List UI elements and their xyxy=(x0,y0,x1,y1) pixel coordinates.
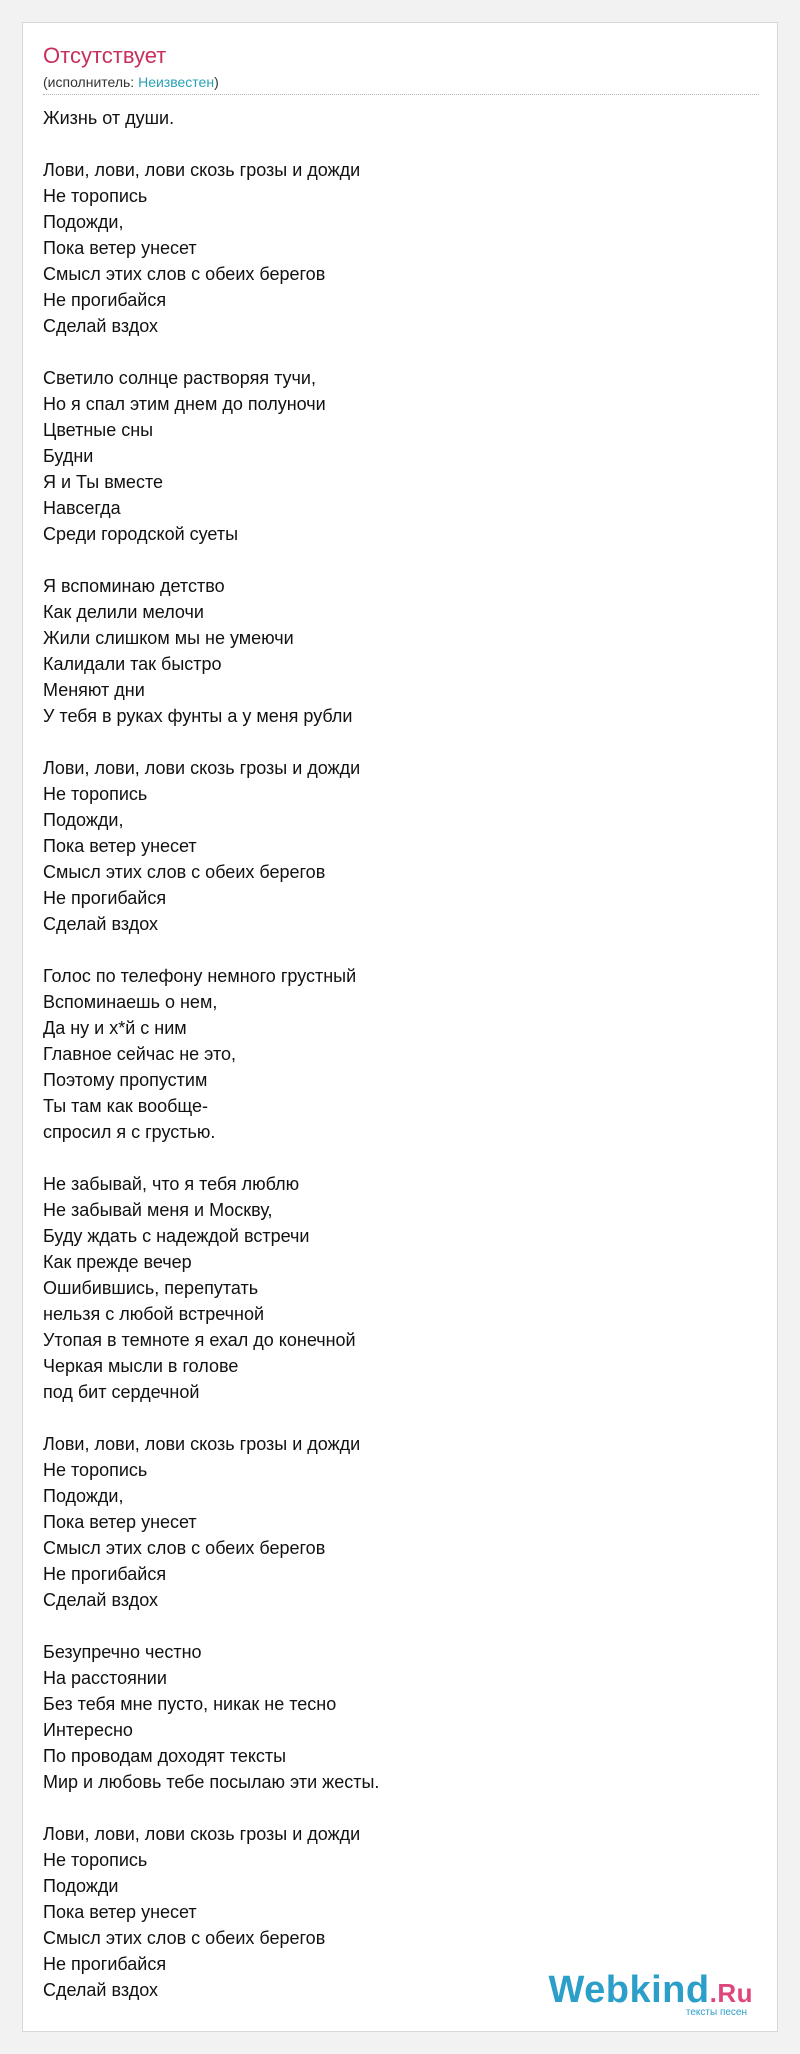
lyric-line: Пока ветер унесет xyxy=(43,1512,197,1532)
artist-prefix: (исполнитель: xyxy=(43,74,139,90)
lyric-line: Подожди, xyxy=(43,810,124,830)
lyric-line: Не торопись xyxy=(43,1850,148,1870)
lyric-line: Лови, лови, лови скозь грозы и дожди xyxy=(43,1434,361,1454)
lyric-line: Не торопись xyxy=(43,186,148,206)
lyric-line: Пока ветер унесет xyxy=(43,238,197,258)
lyric-line: По проводам доходят тексты xyxy=(43,1746,287,1766)
lyric-line: Голос по телефону немного грустный xyxy=(43,966,357,986)
lyric-line: Я и Ты вместе xyxy=(43,472,163,492)
stanza-break xyxy=(43,131,759,157)
stanza-break xyxy=(43,547,759,573)
song-title: Отсутствует xyxy=(43,43,167,68)
lyric-line: Вспоминаешь о нем, xyxy=(43,992,218,1012)
lyric-line: спросил я с грустью. xyxy=(43,1122,216,1142)
lyric-line: Жизнь от души. xyxy=(43,108,175,128)
lyric-line: Поэтому пропустим xyxy=(43,1070,208,1090)
lyric-line: Ты там как вообще- xyxy=(43,1096,209,1116)
stanza-break xyxy=(43,937,759,963)
stanza-break xyxy=(43,1405,759,1431)
lyric-line: Не прогибайся xyxy=(43,1564,167,1584)
lyric-line: Не прогибайся xyxy=(43,888,167,908)
lyric-line: Я вспоминаю детство xyxy=(43,576,225,596)
lyric-line: Среди городской суеты xyxy=(43,524,239,544)
lyric-line: Смысл этих слов с обеих берегов xyxy=(43,862,326,882)
lyric-line: Мир и любовь тебе посылаю эти жесты. xyxy=(43,1772,380,1792)
lyric-line: Не прогибайся xyxy=(43,290,167,310)
lyrics-card xyxy=(22,22,778,2032)
stanza-break xyxy=(43,729,759,755)
lyric-line: Буду ждать с надеждой встречи xyxy=(43,1226,310,1246)
logo-ru: .Ru xyxy=(709,1978,753,2008)
lyric-line: Ошибившись, перепутать xyxy=(43,1278,259,1298)
stanza-break xyxy=(43,339,759,365)
lyric-line: Сделай вздох xyxy=(43,1590,159,1610)
artist-link[interactable]: Неизвестен xyxy=(138,74,215,90)
lyric-line: Да ну и х*й с ним xyxy=(43,1018,187,1038)
lyric-line: Цветные сны xyxy=(43,420,154,440)
lyric-line: Меняют дни xyxy=(43,680,145,700)
lyric-line: Черкая мысли в голове xyxy=(43,1356,239,1376)
lyric-line: Не торопись xyxy=(43,1460,148,1480)
lyric-line: Но я спал этим днем до полуночи xyxy=(43,394,326,414)
artist-suffix: ) xyxy=(214,74,219,90)
lyric-line: Лови, лови, лови скозь грозы и дожди xyxy=(43,1824,361,1844)
lyric-line: Будни xyxy=(43,446,94,466)
lyric-line: Навсегда xyxy=(43,498,121,518)
lyric-line: Не торопись xyxy=(43,784,148,804)
header-divider xyxy=(43,94,759,95)
lyric-line: Жили слишком мы не умеючи xyxy=(43,628,294,648)
webkind-logo[interactable] xyxy=(548,1969,753,2019)
logo-kind: kind xyxy=(629,1969,710,2011)
lyric-line: Не прогибайся xyxy=(43,1954,167,1974)
lyric-line: На расстоянии xyxy=(43,1668,167,1688)
lyric-line: Как делили мелочи xyxy=(43,602,204,622)
lyric-line: Пока ветер унесет xyxy=(43,836,197,856)
lyric-line: Светило солнце растворяя тучи, xyxy=(43,368,316,388)
lyric-line: Смысл этих слов с обеих берегов xyxy=(43,1928,326,1948)
lyric-line: Безупречно честно xyxy=(43,1642,202,1662)
lyric-line: У тебя в руках фунты а у меня рубли xyxy=(43,706,353,726)
lyric-line: Не забывай, что я тебя люблю xyxy=(43,1174,300,1194)
artist-line xyxy=(43,73,219,91)
stanza-break xyxy=(43,1795,759,1821)
lyric-line: Как прежде вечер xyxy=(43,1252,192,1272)
lyric-line: Лови, лови, лови скозь грозы и дожди xyxy=(43,758,361,778)
logo-web: Web xyxy=(548,1969,630,2011)
lyric-line: Интересно xyxy=(43,1720,133,1740)
lyric-line: Пока ветер унесет xyxy=(43,1902,197,1922)
lyric-line: Утопая в темноте я ехал до конечной xyxy=(43,1330,356,1350)
lyric-line: Смысл этих слов с обеих берегов xyxy=(43,1538,326,1558)
lyric-line: Подожди, xyxy=(43,212,124,232)
lyric-line: под бит сердечной xyxy=(43,1382,200,1402)
lyric-line: Смысл этих слов с обеих берегов xyxy=(43,264,326,284)
lyric-line: Без тебя мне пусто, никак не тесно xyxy=(43,1694,337,1714)
lyric-line: Сделай вздох xyxy=(43,1980,159,2000)
logo-tagline: тексты песен xyxy=(685,2007,747,2018)
lyric-line: Сделай вздох xyxy=(43,316,159,336)
lyrics-text xyxy=(43,105,759,2003)
stanza-break xyxy=(43,1613,759,1639)
lyric-line: Не забывай меня и Москву, xyxy=(43,1200,273,1220)
lyric-line: Лови, лови, лови скозь грозы и дожди xyxy=(43,160,361,180)
lyric-line: Калидали так быстро xyxy=(43,654,222,674)
lyric-line: нельзя с любой встречной xyxy=(43,1304,265,1324)
lyric-line: Сделай вздох xyxy=(43,914,159,934)
lyric-line: Подожди, xyxy=(43,1486,124,1506)
lyric-line: Главное сейчас не это, xyxy=(43,1044,237,1064)
lyric-line: Подожди xyxy=(43,1876,119,1896)
stanza-break xyxy=(43,1145,759,1171)
